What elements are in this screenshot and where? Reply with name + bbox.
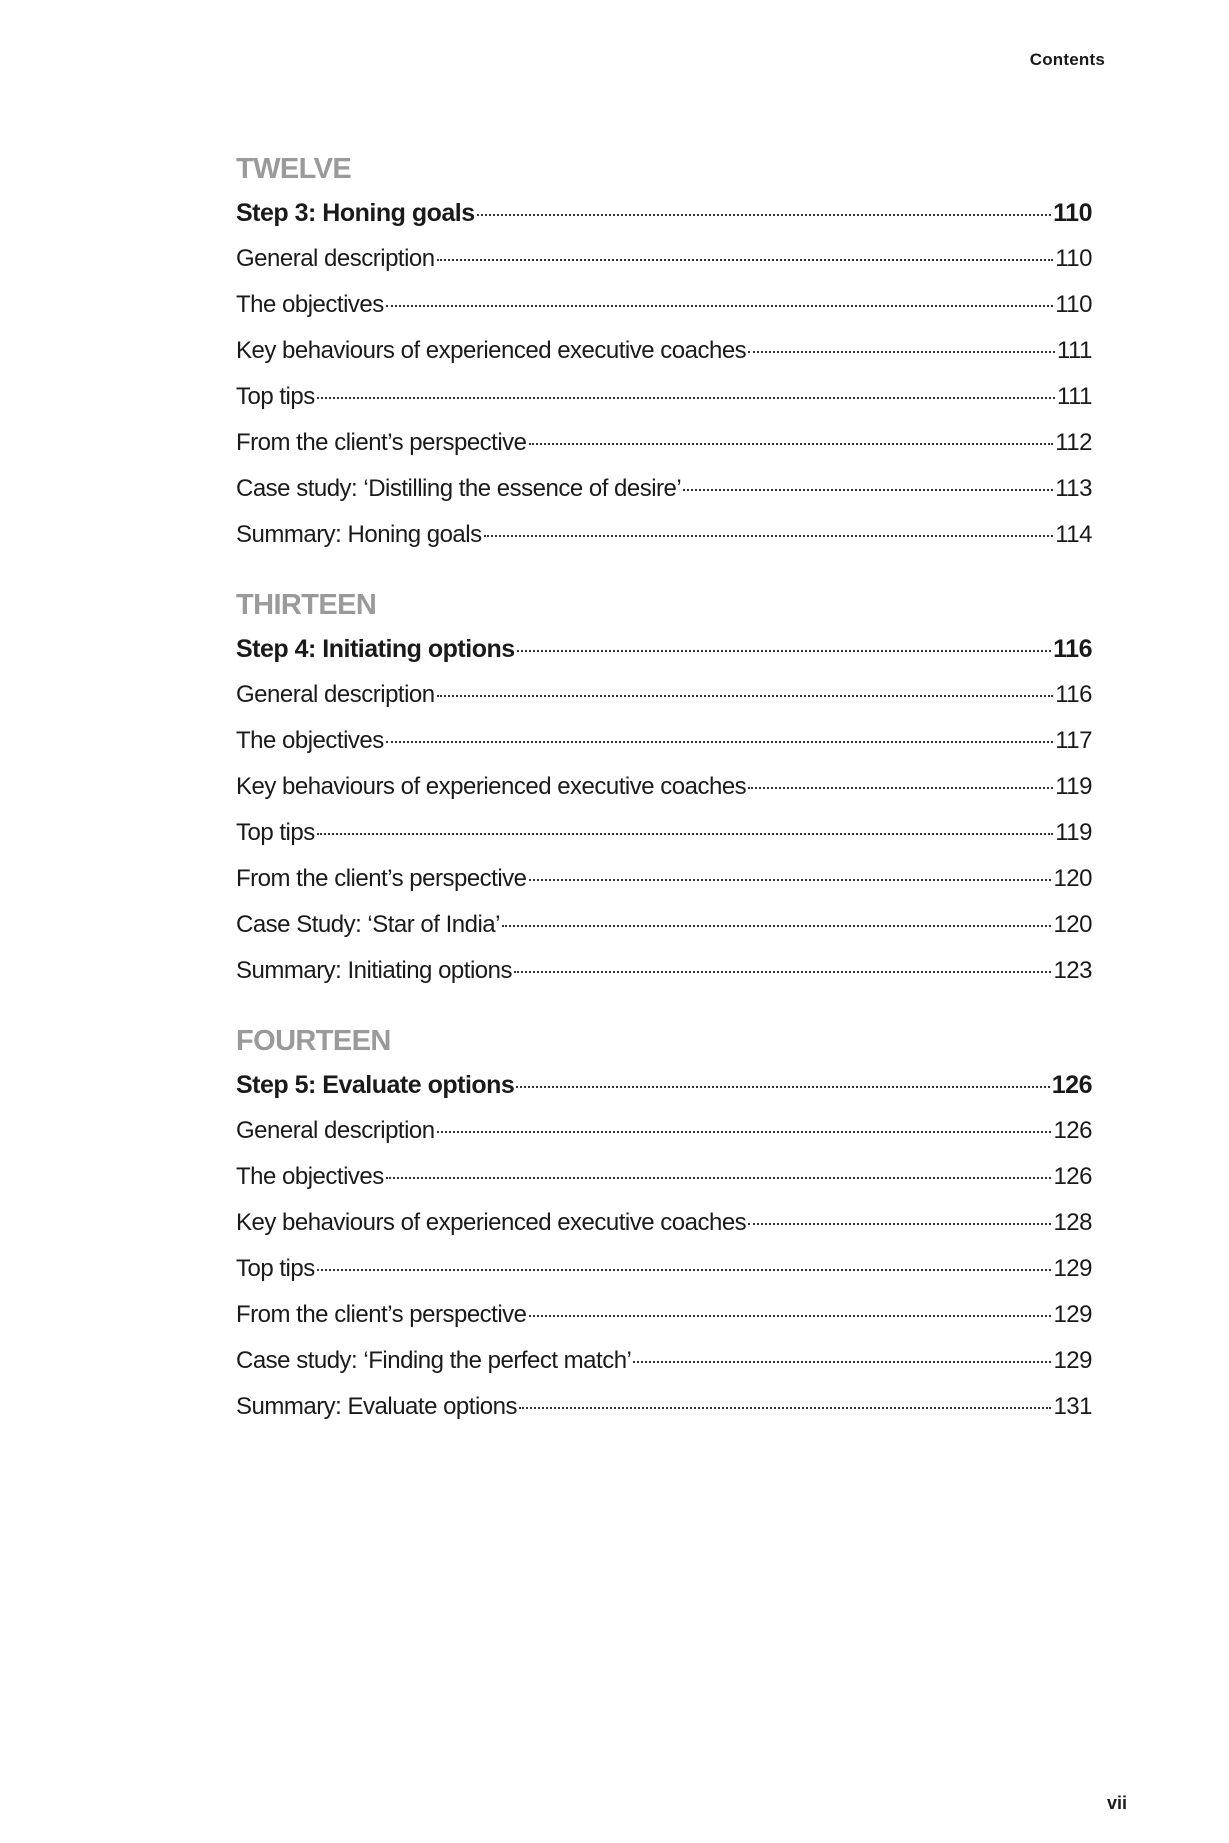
toc-entry-title: The objectives xyxy=(236,291,384,318)
dot-leader xyxy=(748,787,1053,789)
toc-entry[interactable] xyxy=(236,948,1092,994)
dot-leader xyxy=(517,650,1052,652)
toc-entry[interactable] xyxy=(236,1246,1092,1292)
toc-page-number: 126 xyxy=(1053,1117,1092,1144)
dot-leader xyxy=(748,351,1055,353)
chapter-number: THIRTEEN xyxy=(236,589,377,621)
toc-entry[interactable] xyxy=(236,282,1092,328)
toc-page-number: 126 xyxy=(1053,1163,1092,1190)
dot-leader xyxy=(529,443,1054,445)
toc-page-number: 110 xyxy=(1053,199,1092,227)
toc-entry-title: Summary: Evaluate options xyxy=(236,1393,517,1420)
dot-leader xyxy=(484,535,1054,537)
toc-entry-title: Case study: ‘Finding the perfect match’ xyxy=(236,1347,632,1374)
toc-entry-title: Key behaviours of experienced executive coaches xyxy=(236,1209,747,1236)
toc-page-number: 113 xyxy=(1055,475,1092,502)
toc-chapter-heading[interactable] xyxy=(236,1062,1092,1108)
toc-entry-title: General description xyxy=(236,681,435,708)
toc-chapter-heading[interactable] xyxy=(236,190,1092,236)
dot-leader xyxy=(529,879,1052,881)
toc-chapter-heading[interactable] xyxy=(236,626,1092,672)
dot-leader xyxy=(437,695,1054,697)
toc-page-number: 123 xyxy=(1053,957,1092,984)
toc-entry[interactable] xyxy=(236,902,1092,948)
toc-entry[interactable] xyxy=(236,856,1092,902)
chapter-fourteen xyxy=(236,1020,1092,1430)
toc-entry-title: Step 4: Initiating options xyxy=(236,635,515,663)
dot-leader xyxy=(317,1269,1052,1271)
toc-page-number: 117 xyxy=(1055,727,1092,754)
toc-entry[interactable] xyxy=(236,374,1092,420)
toc-entry[interactable] xyxy=(236,718,1092,764)
dot-leader xyxy=(748,1223,1051,1225)
dot-leader xyxy=(502,925,1051,927)
chapter-twelve xyxy=(236,148,1092,558)
toc-page-number: 111 xyxy=(1057,383,1092,410)
dot-leader xyxy=(516,1086,1049,1088)
toc-entry-title: Case Study: ‘Star of India’ xyxy=(236,911,500,938)
toc-entry-title: Top tips xyxy=(236,819,315,846)
toc-entry-title: Step 3: Honing goals xyxy=(236,199,475,227)
toc-entry-title: General description xyxy=(236,245,435,272)
toc-entry-title: General description xyxy=(236,1117,435,1144)
toc-entry-title: From the client’s perspective xyxy=(236,429,527,456)
toc-page-number: 131 xyxy=(1053,1393,1092,1420)
page-number: vii xyxy=(1106,1793,1127,1813)
chapter-number: TWELVE xyxy=(236,153,352,185)
chapter-thirteen xyxy=(236,584,1092,994)
toc-page-number: 119 xyxy=(1055,773,1092,800)
toc-page-number: 116 xyxy=(1055,681,1092,708)
dot-leader xyxy=(529,1315,1052,1317)
toc-entry[interactable] xyxy=(236,810,1092,856)
toc-page-number: 129 xyxy=(1053,1301,1092,1328)
toc-entry[interactable] xyxy=(236,672,1092,718)
toc-entry[interactable] xyxy=(236,1338,1092,1384)
toc-entry[interactable] xyxy=(236,328,1092,374)
toc-entry[interactable] xyxy=(236,420,1092,466)
toc-entry-title: Key behaviours of experienced executive coaches xyxy=(236,773,747,800)
toc-entry[interactable] xyxy=(236,512,1092,558)
dot-leader xyxy=(477,214,1052,216)
toc-page-number: 114 xyxy=(1055,521,1092,548)
toc-entry[interactable] xyxy=(236,1384,1092,1430)
toc-entry[interactable] xyxy=(236,1200,1092,1246)
toc-page-number: 129 xyxy=(1053,1255,1092,1282)
running-head: Contents xyxy=(1029,50,1105,69)
dot-leader xyxy=(519,1407,1051,1409)
toc-page-number: 110 xyxy=(1055,291,1092,318)
dot-leader xyxy=(683,489,1053,491)
toc-page-number: 120 xyxy=(1053,865,1092,892)
toc-entry[interactable] xyxy=(236,466,1092,512)
dot-leader xyxy=(386,305,1053,307)
chapter-number: FOURTEEN xyxy=(236,1025,391,1057)
toc-entry-title: From the client’s perspective xyxy=(236,1301,527,1328)
dot-leader xyxy=(317,833,1054,835)
dot-leader xyxy=(514,971,1051,973)
dot-leader xyxy=(437,259,1054,261)
toc-entry[interactable] xyxy=(236,236,1092,282)
toc-entry[interactable] xyxy=(236,1292,1092,1338)
toc-entry-title: From the client’s perspective xyxy=(236,865,527,892)
dot-leader xyxy=(633,1361,1051,1363)
toc-page-number: 129 xyxy=(1053,1347,1092,1374)
toc-entry-title: Case study: ‘Distilling the essence of desire’ xyxy=(236,475,682,502)
toc-entry-title: Top tips xyxy=(236,383,315,410)
toc-page-number: 128 xyxy=(1053,1209,1092,1236)
toc-entry-title: The objectives xyxy=(236,1163,384,1190)
dot-leader xyxy=(386,1177,1052,1179)
toc-entry-title: The objectives xyxy=(236,727,384,754)
dot-leader xyxy=(317,397,1055,399)
toc-entry-title: Step 5: Evaluate options xyxy=(236,1071,515,1099)
toc-page-number: 126 xyxy=(1051,1071,1092,1099)
toc-entry-title: Summary: Honing goals xyxy=(236,521,482,548)
toc-page-number: 111 xyxy=(1057,337,1092,364)
toc-entry[interactable] xyxy=(236,1154,1092,1200)
toc-entry[interactable] xyxy=(236,1108,1092,1154)
toc-page-number: 110 xyxy=(1055,245,1092,272)
toc-entry-title: Top tips xyxy=(236,1255,315,1282)
toc-page-number: 112 xyxy=(1055,429,1092,456)
toc-page-number: 120 xyxy=(1053,911,1092,938)
toc-entry-title: Summary: Initiating options xyxy=(236,957,512,984)
dot-leader xyxy=(386,741,1053,743)
toc-entry-title: Key behaviours of experienced executive coaches xyxy=(236,337,747,364)
toc-entry[interactable] xyxy=(236,764,1092,810)
dot-leader xyxy=(437,1131,1052,1133)
toc-page-number: 119 xyxy=(1055,819,1092,846)
table-of-contents xyxy=(236,148,1092,1456)
toc-page-number: 116 xyxy=(1053,635,1092,663)
